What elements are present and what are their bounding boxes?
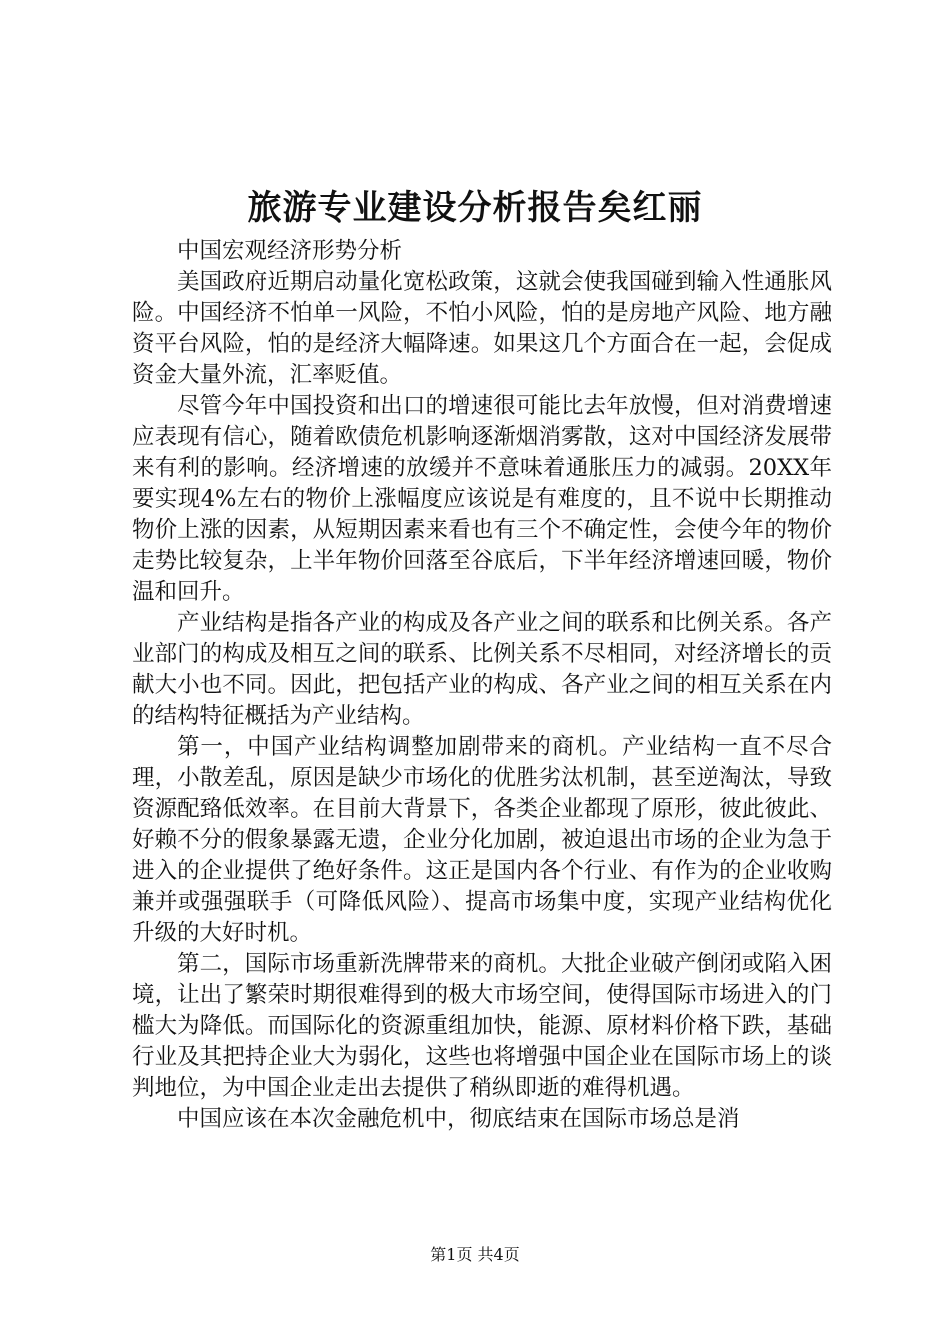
paragraph: 美国政府近期启动量化宽松政策，这就会使我国碰到输入性通胀风险。中国经济不怕单一风险，不怕小风险，怕的是房地产风险、地方融资平台风险，怕的是经济大幅降速。如果这几个方面合在一起，会促成资金大量外流，汇率贬值。 bbox=[132, 269, 832, 388]
paragraph-subtitle: 中国宏观经济形势分析 bbox=[177, 238, 403, 264]
paragraph: 产业结构是指各产业的构成及各产业之间的联系和比例关系。各产业部门的构成及相互之间的联系、比例关系不尽相同，对经济增长的贡献大小也不同。因此，把包括产业的构成、各产业之间的相互关系在内的结构特征概括为产业结构。 bbox=[132, 610, 832, 729]
page-number-footer: 第1页 共4页 bbox=[430, 1245, 520, 1264]
paragraph: 中国应该在本次金融危机中，彻底结束在国际市场总是消 bbox=[177, 1106, 740, 1132]
document-title: 旅游专业建设分析报告矣红丽 bbox=[247, 188, 703, 228]
document-body bbox=[132, 236, 832, 1135]
paragraph: 第一，中国产业结构调整加剧带来的商机。产业结构一直不尽合理，小散差乱，原因是缺少市场化的优胜劣汰机制，甚至逆淘汰，导致资源配臵低效率。在目前大背景下，各类企业都现了原形，彼此彼此、好赖不分的假象暴露无遗，企业分化加剧，被迫退出市场的企业为急于进入的企业提供了绝好条件。这正是国内各个行业、有作为的企业收购兼并或强强联手（可降低风险）、提高市场集中度，实现产业结构优化升级的大好时机。 bbox=[132, 734, 832, 946]
paragraph: 尽管今年中国投资和出口的增速很可能比去年放慢，但对消费增速应表现有信心，随着欧债危机影响逐渐烟消雾散，这对中国经济发展带来有利的影响。经济增速的放缓并不意味着通胀压力的减弱。20XX年要实现4%左右的物价上涨幅度应该说是有难度的，且不说中长期推动物价上涨的因素，从短期因素来看也有三个不确定性，会使今年的物价走势比较复杂，上半年物价回落至谷底后，下半年经济增速回暖，物价温和回升。 bbox=[132, 393, 832, 605]
paragraph: 第二，国际市场重新洗牌带来的商机。大批企业破产倒闭或陷入困境，让出了繁荣时期很难得到的极大市场空间，使得国际市场进入的门槛大为降低。而国际化的资源重组加快，能源、原材料价格下跌，基础行业及其把持企业大为弱化，这些也将增强中国企业在国际市场上的谈判地位，为中国企业走出去提供了稍纵即逝的难得机遇。 bbox=[132, 951, 832, 1101]
